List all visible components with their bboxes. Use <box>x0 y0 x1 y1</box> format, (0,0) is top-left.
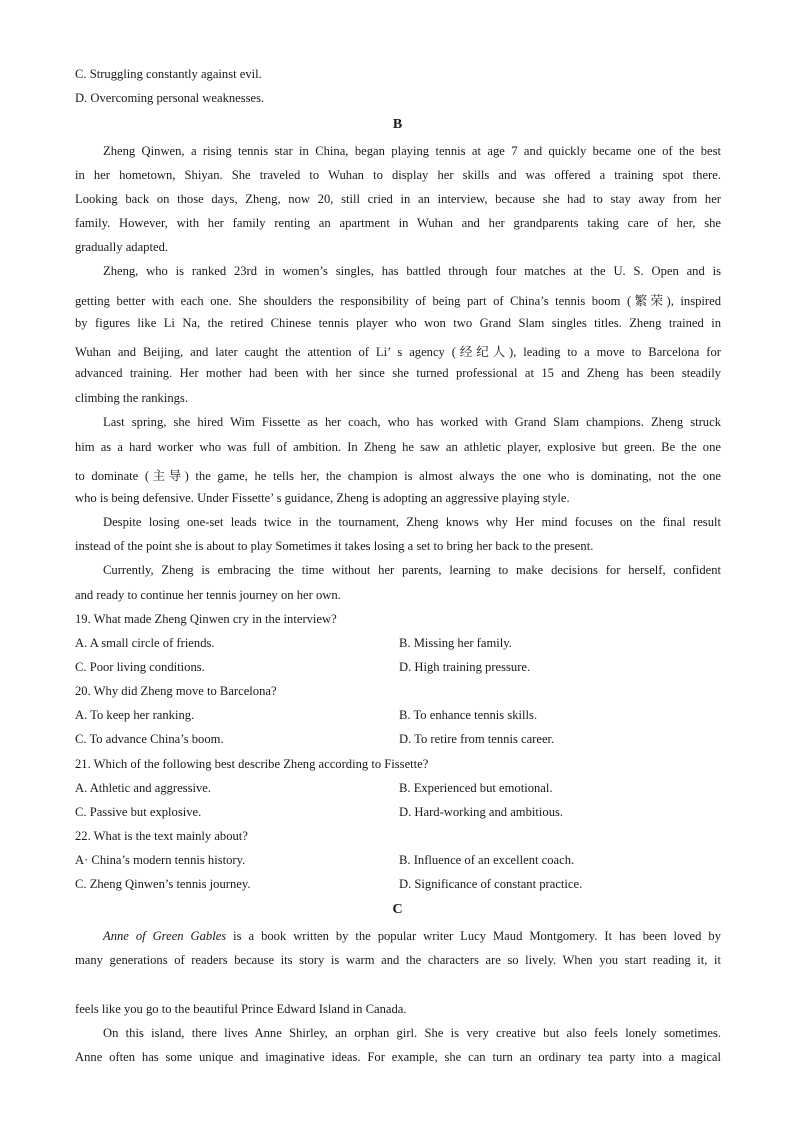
paragraph-line: Zheng, who is ranked 23rd in women’s singles, has battled through four matches at the U. S. Open and is <box>103 264 721 278</box>
paragraph-line: instead of the point she is about to play Sometimes it takes losing a set to bring her back to the present. <box>75 539 594 553</box>
paragraph-line <box>103 929 721 944</box>
question-21-option-b: B. Experienced but emotional. <box>399 781 553 795</box>
paragraph-line: On this island, there lives Anne Shirley, an orphan girl. She is very creative but also feels lonely sometimes. <box>103 1026 721 1040</box>
paragraph-line: many generations of readers because its story is warm and the characters are so lively. When you start reading it, it <box>75 953 721 967</box>
paragraph-line: gradually adapted. <box>75 240 169 254</box>
question-21-option-c: C. Passive but explosive. <box>75 805 202 819</box>
question-19-option-c: C. Poor living conditions. <box>75 660 205 674</box>
paragraph-line: Last spring, she hired Wim Fissette as her coach, who has worked with Grand Slam champions. Zheng struck <box>103 415 721 429</box>
question-22-option-d: D. Significance of constant practice. <box>399 877 583 891</box>
question-20-option-b: B. To enhance tennis skills. <box>399 708 538 722</box>
section-c-heading: C <box>392 902 403 917</box>
paragraph-line: feels like you go to the beautiful Prince Edward Island in Canada. <box>75 1002 407 1016</box>
question-20-option-c: C. To advance China’s boom. <box>75 732 224 746</box>
question-20-option-a: A. To keep her ranking. <box>75 708 195 722</box>
paragraph-line: getting better with each one. She shoulders the responsibility of being part of China’s tennis boom (繁荣), inspired <box>75 294 721 308</box>
question-20-stem: 20. Why did Zheng move to Barcelona? <box>75 684 277 698</box>
book-title: Anne of Green Gables <box>103 929 227 943</box>
option-c-prev: C. Struggling constantly against evil. <box>75 67 262 81</box>
paragraph-line: who is being defensive. Under Fissette’ s guidance, Zheng is adopting an aggressive playing style. <box>75 491 570 505</box>
question-19-stem: 19. What made Zheng Qinwen cry in the interview? <box>75 612 337 626</box>
question-21-option-d: D. Hard-working and ambitious. <box>399 805 564 819</box>
question-19-option-a: A. A small circle of friends. <box>75 636 215 650</box>
question-22-stem: 22. What is the text mainly about? <box>75 829 248 843</box>
question-19-option-d: D. High training pressure. <box>399 660 531 674</box>
option-d-prev: D. Overcoming personal weaknesses. <box>75 91 265 105</box>
paragraph-line: Currently, Zheng is embracing the time without her parents, learning to make decisions for herself, confident <box>103 563 721 577</box>
paragraph-line: in her hometown, Shiyan. She traveled to Wuhan to display her skills and was offered a training spot there. <box>75 168 721 182</box>
question-21-stem: 21. Which of the following best describe Zheng according to Fissette? <box>75 757 429 771</box>
paragraph-line: advanced training. Her mother had been with her since she turned professional at 15 and Zheng has been steadily <box>75 366 721 380</box>
paragraph-line: to dominate (主导) the game, he tells her, the champion is almost always the one who is dominating, not the one <box>75 469 721 483</box>
question-22-option-a: A· China’s modern tennis history. <box>75 853 246 867</box>
paragraph-line: and ready to continue her tennis journey on her own. <box>75 588 341 602</box>
question-19-option-b: B. Missing her family. <box>399 636 512 650</box>
paragraph-line: climbing the rankings. <box>75 391 188 405</box>
section-b-heading: B <box>392 117 403 132</box>
paragraph-line: Wuhan and Beijing, and later caught the attention of Li’ s agency (经纪人), leading to a move to Barcelona for <box>75 345 721 359</box>
paragraph-line: family. However, with her family renting an apartment in Wuhan and her grandparents taking care of her, she <box>75 216 721 230</box>
paragraph-line: by figures like Li Na, the retired Chinese tennis player who won two Grand Slam singles titles. Zheng trained in <box>75 316 721 330</box>
question-22-option-b: B. Influence of an excellent coach. <box>399 853 575 867</box>
paragraph-line: him as a hard worker who was full of ambition. In Zheng he saw an athletic player, explosive but green. Be the one <box>75 440 721 454</box>
paragraph-line: Despite losing one-set leads twice in the tournament, Zheng knows why Her mind focuses on the final result <box>103 515 721 529</box>
question-21-option-a: A. Athletic and aggressive. <box>75 781 212 795</box>
paragraph-line: Looking back on those days, Zheng, now 20, still cried in an interview, because she had to stay away from her <box>75 192 721 206</box>
question-20-option-d: D. To retire from tennis career. <box>399 732 555 746</box>
paragraph-text: is a book written by the popular writer Lucy Maud Montgomery. It has been loved by <box>226 929 721 943</box>
paragraph-line: Zheng Qinwen, a rising tennis star in China, began playing tennis at age 7 and quickly became one of the best <box>103 144 721 158</box>
paragraph-line: Anne often has some unique and imaginative ideas. For example, she can turn an ordinary tea party into a magical <box>75 1050 721 1064</box>
question-22-option-c: C. Zheng Qinwen’s tennis journey. <box>75 877 251 891</box>
